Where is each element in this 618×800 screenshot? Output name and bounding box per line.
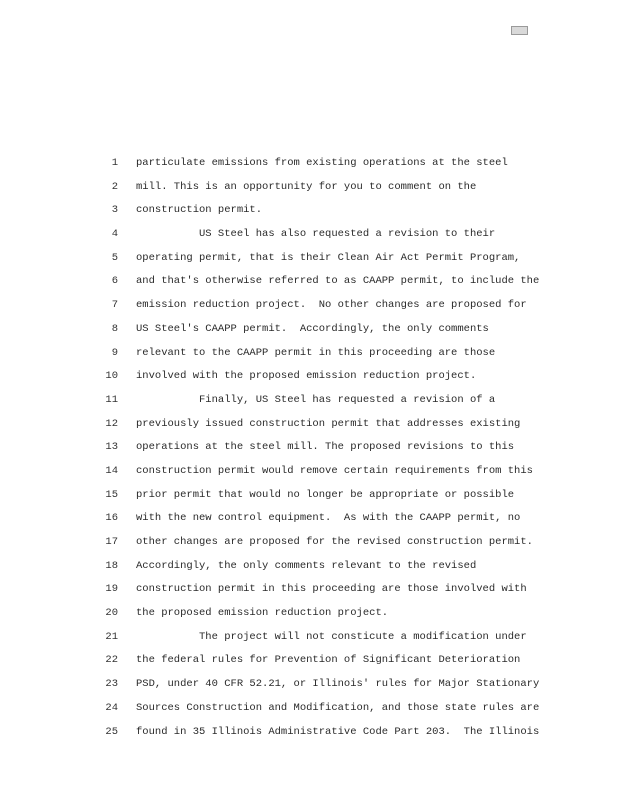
line-text: US Steel's CAAPP permit. Accordingly, the only comments bbox=[136, 322, 489, 335]
line-text: previously issued construction permit that addresses existing bbox=[136, 417, 521, 430]
line-text: the proposed emission reduction project. bbox=[136, 607, 389, 620]
line-number: 14 bbox=[105, 464, 118, 477]
line-text: construction permit in this proceeding are those involved with bbox=[136, 583, 527, 596]
transcript-line bbox=[0, 270, 618, 294]
line-number: 25 bbox=[105, 725, 118, 738]
transcript-body bbox=[0, 152, 618, 744]
transcript-line bbox=[0, 294, 618, 318]
transcript-line bbox=[0, 578, 618, 602]
transcript-line bbox=[0, 626, 618, 650]
transcript-line bbox=[0, 176, 618, 200]
line-text: Finally, US Steel has requested a revision of a bbox=[136, 393, 496, 406]
line-text: and that's otherwise referred to as CAAPP permit, to include the bbox=[136, 275, 540, 288]
line-number: 16 bbox=[105, 512, 118, 525]
line-number: 24 bbox=[105, 701, 118, 714]
line-number: 15 bbox=[105, 488, 118, 501]
line-number: 21 bbox=[105, 630, 118, 643]
line-text: particulate emissions from existing operations at the steel bbox=[136, 157, 508, 169]
line-number: 11 bbox=[105, 393, 118, 406]
transcript-line bbox=[0, 602, 618, 626]
line-number: 9 bbox=[111, 346, 118, 359]
line-text: found in 35 Illinois Administrative Code Part 203. The Illinois bbox=[136, 725, 540, 738]
transcript-line bbox=[0, 199, 618, 223]
page-corner-mark bbox=[511, 26, 528, 35]
transcript-line bbox=[0, 697, 618, 721]
transcript-line bbox=[0, 555, 618, 579]
line-number: 3 bbox=[111, 204, 118, 217]
line-number: 17 bbox=[105, 536, 118, 548]
transcript-line bbox=[0, 460, 618, 484]
line-text: emission reduction project. No other changes are proposed for bbox=[136, 299, 527, 312]
transcript-line bbox=[0, 247, 618, 271]
line-number: 2 bbox=[111, 180, 118, 193]
line-number: 8 bbox=[111, 322, 118, 335]
line-text: PSD, under 40 CFR 52.21, or Illinois' rules for Major Stationary bbox=[136, 678, 540, 691]
line-number: 1 bbox=[111, 157, 118, 169]
transcript-line bbox=[0, 436, 618, 460]
line-text: US Steel has also requested a revision to their bbox=[136, 228, 496, 241]
line-text: operating permit, that is their Clean Air Act Permit Program, bbox=[136, 251, 521, 264]
transcript-line bbox=[0, 389, 618, 413]
transcript-line bbox=[0, 223, 618, 247]
line-number: 18 bbox=[105, 559, 118, 572]
line-text: relevant to the CAAPP permit in this proceeding are those bbox=[136, 346, 496, 359]
transcript-line bbox=[0, 484, 618, 508]
line-number: 4 bbox=[111, 228, 118, 241]
line-text: involved with the proposed emission reduction project. bbox=[136, 370, 477, 383]
transcript-line bbox=[0, 721, 618, 745]
line-number: 19 bbox=[105, 583, 118, 596]
line-number: 5 bbox=[111, 251, 118, 264]
line-number: 13 bbox=[105, 441, 118, 454]
line-number: 12 bbox=[105, 417, 118, 430]
line-number: 23 bbox=[105, 678, 118, 691]
transcript-line bbox=[0, 531, 618, 555]
transcript-line bbox=[0, 413, 618, 437]
line-number: 7 bbox=[111, 299, 118, 312]
transcript-line bbox=[0, 152, 618, 176]
line-text: operations at the steel mill. The proposed revisions to this bbox=[136, 441, 515, 454]
transcript-line bbox=[0, 342, 618, 366]
line-text: with the new control equipment. As with the CAAPP permit, no bbox=[136, 512, 521, 525]
line-number: 22 bbox=[105, 654, 118, 667]
transcript-line bbox=[0, 507, 618, 531]
line-text: other changes are proposed for the revised construction permit. bbox=[136, 536, 533, 548]
line-text: The project will not consticute a modification under bbox=[136, 630, 527, 643]
line-text: the federal rules for Prevention of Significant Deterioration bbox=[136, 654, 521, 667]
transcript-line bbox=[0, 649, 618, 673]
line-text: prior permit that would no longer be appropriate or possible bbox=[136, 488, 515, 501]
line-number: 10 bbox=[105, 370, 118, 383]
line-text: Sources Construction and Modification, and those state rules are bbox=[136, 701, 540, 714]
line-text: mill. This is an opportunity for you to comment on the bbox=[136, 180, 477, 193]
line-text: Accordingly, the only comments relevant to the revised bbox=[136, 559, 477, 572]
line-number: 6 bbox=[111, 275, 118, 288]
line-number: 20 bbox=[105, 607, 118, 620]
transcript-line bbox=[0, 365, 618, 389]
transcript-line bbox=[0, 318, 618, 342]
line-text: construction permit would remove certain requirements from this bbox=[136, 464, 533, 477]
line-text: construction permit. bbox=[136, 204, 263, 217]
transcript-line bbox=[0, 673, 618, 697]
